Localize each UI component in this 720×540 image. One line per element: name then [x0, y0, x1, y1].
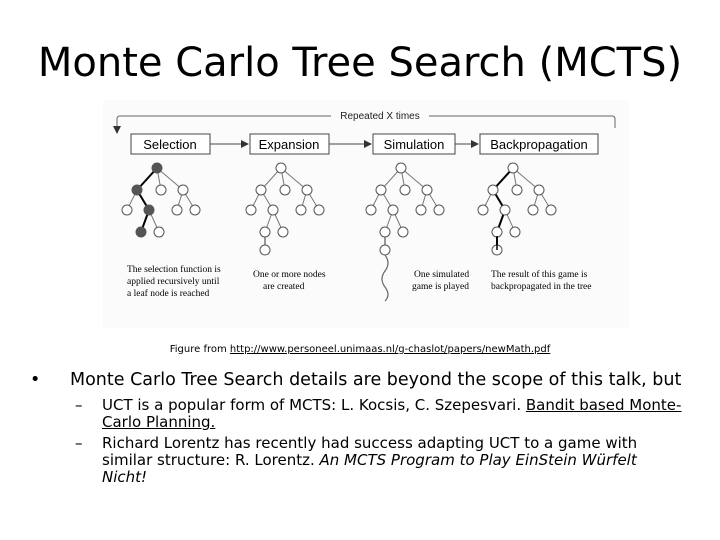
tree-node-simulation: [376, 185, 386, 195]
caption-backprop-1: The result of this game is: [491, 270, 588, 280]
tree-node-expansion: [280, 185, 290, 195]
caption-selection-3: a leaf node is reached: [127, 289, 210, 299]
tree-node-backprop: [478, 205, 488, 215]
caption-selection-2: applied recursively until: [127, 277, 220, 287]
caption-simulation-1: One simulated: [414, 270, 470, 280]
tree-node-expansion: [276, 163, 286, 173]
tree-node-simulation: [422, 185, 432, 195]
mcts-figure: [103, 100, 629, 328]
tree-node-expansion: [278, 227, 288, 237]
tree-node-selection: [156, 185, 166, 195]
tree-node-new-expansion: [260, 245, 270, 255]
tree-node-simulation: [434, 205, 444, 215]
tree-node-backprop: [510, 227, 520, 237]
phase-label-simulation: Simulation: [383, 137, 445, 152]
tree-node-backprop: [546, 205, 556, 215]
tree-node-expansion: [256, 185, 266, 195]
tree-node-backprop: [488, 185, 498, 195]
caption-link[interactable]: http://www.personeel.unimaas.nl/g-chaslot/papers/newMath.pdf: [229, 344, 551, 355]
sub-bullet-uct-text: [102, 397, 682, 431]
tree-node-simulation: [388, 205, 398, 215]
simulation-playout-line: [382, 255, 388, 301]
tree-node-expansion: [246, 205, 256, 215]
phase-label-backpropagation: Backpropagation: [490, 137, 588, 152]
tree-node-selection: [152, 163, 162, 173]
caption-expansion-2: are created: [263, 282, 305, 292]
tree-node-selection: [154, 227, 164, 237]
tree-node-expansion: [268, 205, 278, 215]
caption-prefix: Figure from: [169, 344, 230, 355]
phase-label-expansion: Expansion: [258, 137, 320, 152]
sub-bullet-lorentz-title: An MCTS Program to Play EinStein Würfelt Nicht!: [102, 451, 637, 486]
mcts-diagram: [103, 100, 629, 328]
tree-node-backprop: [512, 185, 522, 195]
tree-node-selection: [122, 205, 132, 215]
phase-label-selection: Selection: [143, 137, 197, 152]
tree-node-backprop: [534, 185, 544, 195]
tree-node-expansion: [260, 227, 270, 237]
tree-node-selection: [172, 205, 182, 215]
tree-node-selection: [132, 185, 142, 195]
tree-node-backprop: [528, 205, 538, 215]
tree-node-simulation: [366, 205, 376, 215]
tree-node-selection: [190, 205, 200, 215]
caption-expansion-1: One or more nodes: [253, 270, 326, 280]
tree-node-backprop: [500, 205, 510, 215]
tree-node-simulation: [416, 205, 426, 215]
sub-bullet-lorentz-prefix: Richard Lorentz has recently had success adapting UCT to a game with similar structure: R. Lorentz.: [102, 434, 638, 469]
sub-bullet-dash-icon: –: [75, 396, 83, 414]
tree-node-backprop: [492, 227, 502, 237]
caption-selection-1: The selection function is: [127, 265, 221, 275]
caption-backprop-2: backpropagated in the tree: [491, 282, 592, 292]
sub-bullet-lorentz-text: [102, 435, 682, 486]
sub-bullet-uct-prefix: UCT is a popular form of MCTS: L. Kocsis, C. Szepesvari.: [102, 396, 526, 414]
tree-node-expansion: [314, 205, 324, 215]
tree-node-backprop: [508, 163, 518, 173]
sub-bullet-dash-icon: –: [75, 434, 83, 452]
caption-simulation-2: game is played: [412, 282, 469, 292]
tree-node-simulation: [396, 163, 406, 173]
bullet-main-text: Monte Carlo Tree Search details are beyond the scope of this talk, but: [70, 370, 682, 390]
tree-node-expansion: [302, 185, 312, 195]
tree-node-simulation: [400, 185, 410, 195]
tree-node-expansion: [296, 205, 306, 215]
bullet-dot-icon: •: [30, 370, 41, 390]
tree-node-simulation: [380, 227, 390, 237]
tree-node-selection: [136, 227, 146, 237]
figure-caption: [0, 344, 720, 355]
repeat-label: Repeated X times: [340, 111, 420, 122]
tree-node-new-simulation: [380, 245, 390, 255]
tree-node-selection: [178, 185, 188, 195]
slide-title: Monte Carlo Tree Search (MCTS): [37, 40, 683, 86]
tree-node-simulation: [398, 227, 408, 237]
tree-node-selection: [144, 205, 154, 215]
sub-bullet-uct-link[interactable]: Bandit based Monte-Carlo Planning.: [102, 396, 682, 431]
